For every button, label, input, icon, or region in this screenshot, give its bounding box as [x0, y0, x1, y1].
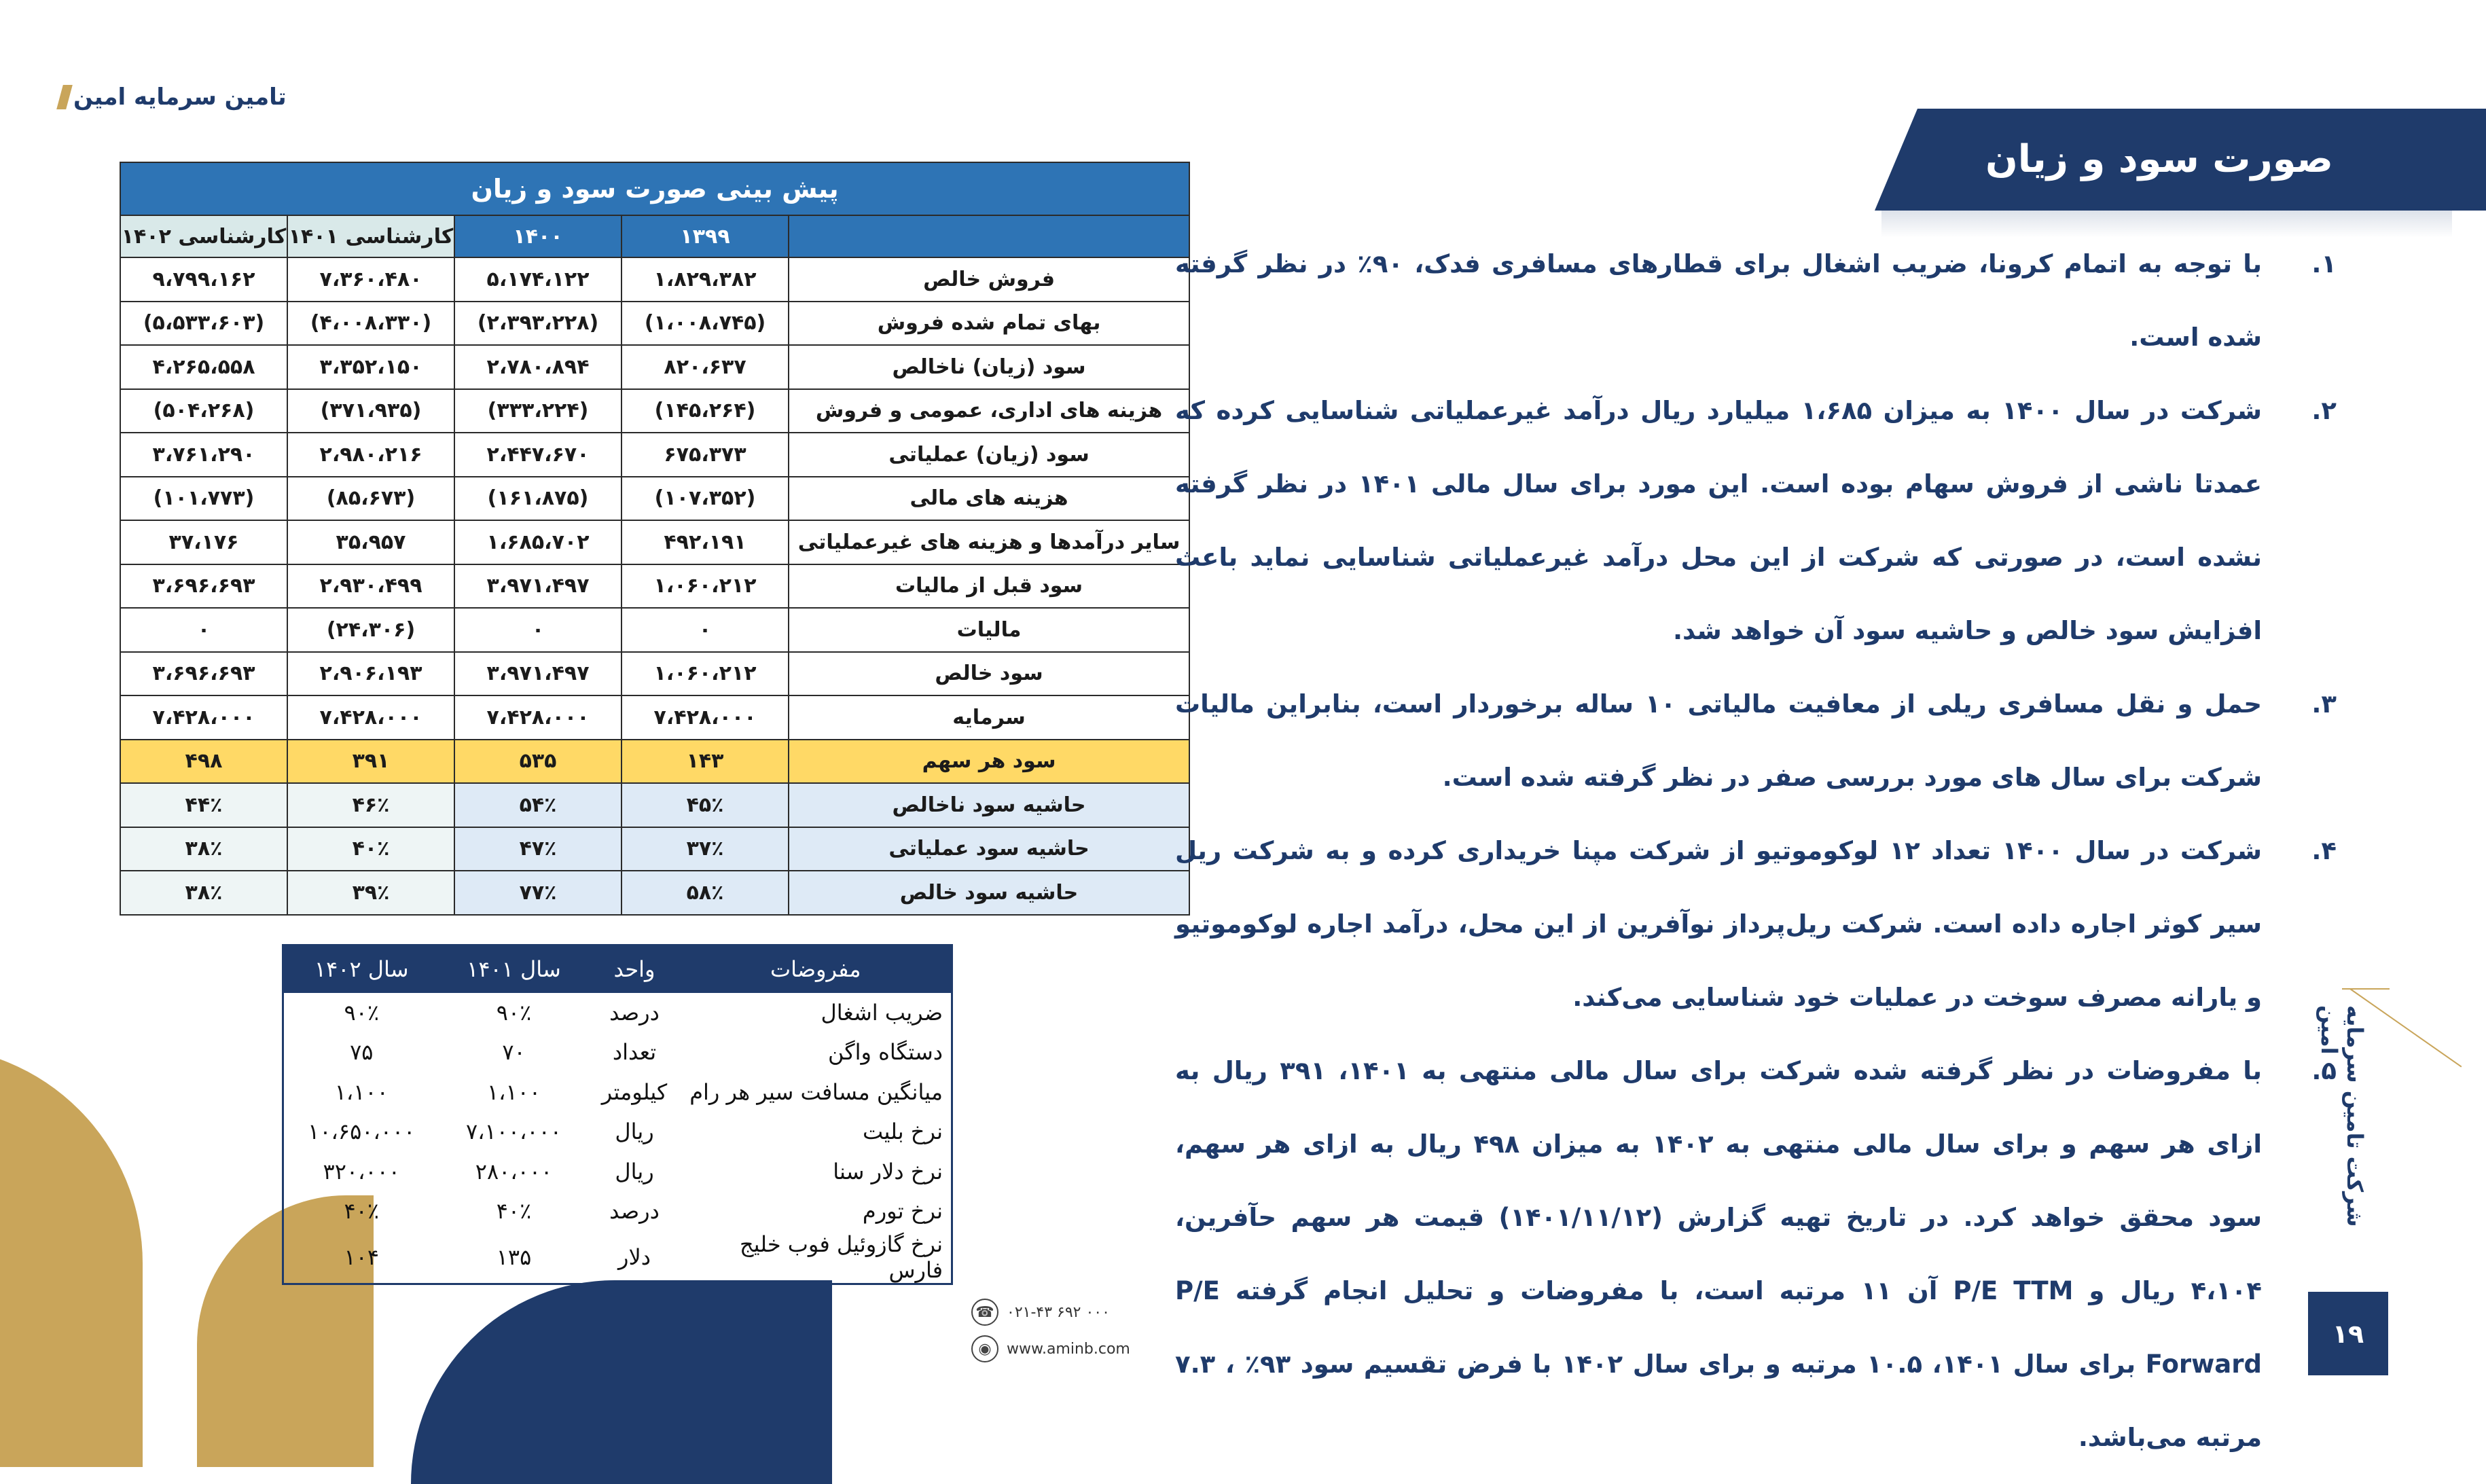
paragraph-text: شرکت در سال ۱۴۰۰ تعداد ۱۲ لوکوموتیو از شرکت مپنا خریداری کرده و به شرکت ریل سیر کوثر اجاره داده است. شرکت ریل‌پرداز نوآفرین از این محل، درآمد اجاره لوکوموتیو و یارانه مصرف سوخت در عملیات خود شناسایی می‌کند. [1175, 836, 2263, 1012]
forecast-row-label: حاشیه سود خالص [789, 871, 1189, 915]
paragraph-item [1175, 668, 2337, 814]
assumption-label: نرخ گازوئیل فوب خلیج فارس [739, 1231, 943, 1283]
assumption-label: ضریب اشغال [821, 999, 943, 1026]
forecast-row-label: سرمایه [789, 695, 1189, 740]
assumptions-header-1401: سال ۱۴۰۱ [439, 945, 589, 993]
assumption-unit: ریال [615, 1119, 654, 1145]
forecast-row [120, 652, 1189, 696]
forecast-cell: ۴۴٪ [120, 783, 287, 827]
forecast-cell: (۲،۳۹۳،۲۲۸) [454, 302, 622, 346]
forecast-cell: (۱۶۱،۸۷۵) [454, 477, 622, 521]
assumption-unit: ریال [615, 1158, 654, 1184]
paragraph-number: .۵ [2311, 1056, 2337, 1085]
forecast-row [120, 783, 1189, 827]
assumption-y1402: ۳۲۰،۰۰۰ [323, 1158, 400, 1184]
forecast-cell: ۳۹٪ [287, 871, 454, 915]
contact-phone-row [971, 1294, 1130, 1331]
assumptions-header-unit: واحد [589, 945, 681, 993]
assumptions-table [282, 944, 953, 1285]
header-col-1400: ۱۴۰۰ [454, 215, 622, 257]
forecast-cell: ۳۸٪ [120, 827, 287, 871]
forecast-row-label: فروش خالص [789, 257, 1189, 302]
assumption-label: نرخ تورم [862, 1198, 943, 1225]
forecast-cell: ۲،۷۸۰،۸۹۴ [454, 345, 622, 389]
assumption-label: نرخ بلیت [863, 1119, 943, 1145]
assumption-y1401: ۷۰ [502, 1039, 526, 1066]
assumption-label: میانگین مسافت سیر هر رام [689, 1079, 943, 1105]
assumption-row [283, 1152, 952, 1192]
forecast-cell: ۳،۷۶۱،۲۹۰ [120, 433, 287, 477]
forecast-row [120, 389, 1189, 433]
decorative-gold-arc-left [0, 1046, 143, 1467]
forecast-row-label: سود خالص [789, 652, 1189, 696]
assumption-label: نرخ دلار سنا [833, 1158, 943, 1184]
globe-icon: ◉ [971, 1335, 998, 1362]
forecast-cell: (۱۰۷،۳۵۲) [622, 477, 789, 521]
forecast-cell: (۸۵،۶۷۳) [287, 477, 454, 521]
contact-website-row [971, 1331, 1130, 1367]
forecast-cell: ۳۹۱ [287, 740, 454, 784]
forecast-row [120, 695, 1189, 740]
contact-info [971, 1294, 1130, 1367]
header-col-1401: کارشناسی ۱۴۰۱ [287, 215, 454, 257]
paragraph-item [1175, 814, 2337, 1034]
forecast-cell: ۰ [622, 608, 789, 652]
forecast-cell: (۲۴،۳۰۶) [287, 608, 454, 652]
paragraph-number: .۳ [2311, 689, 2337, 719]
forecast-cell: (۱،۰۰۸،۷۴۵) [622, 302, 789, 346]
forecast-cell: (۱۴۵،۲۶۴) [622, 389, 789, 433]
forecast-row-label: سود قبل از مالیات [789, 564, 1189, 609]
forecast-cell: (۴،۰۰۸،۳۳۰) [287, 302, 454, 346]
assumption-row [283, 993, 952, 1033]
assumption-y1402: ۱،۱۰۰ [334, 1079, 389, 1105]
assumptions-header-row [283, 945, 952, 993]
forecast-row [120, 302, 1189, 346]
forecast-table-caption: پیش بینی صورت سود و زیان [120, 162, 1189, 215]
assumption-y1401: ۲۸۰،۰۰۰ [475, 1158, 553, 1184]
logo-mark-icon [56, 85, 73, 109]
assumption-y1401: ۹۰٪ [496, 999, 532, 1026]
forecast-cell: ۸۲۰،۶۳۷ [622, 345, 789, 389]
forecast-cell: ۳،۳۵۲،۱۵۰ [287, 345, 454, 389]
forecast-cell: ۲،۹۸۰،۲۱۶ [287, 433, 454, 477]
forecast-cell: ۵،۱۷۴،۱۲۲ [454, 257, 622, 302]
forecast-cell: ۳،۹۷۱،۴۹۷ [454, 564, 622, 609]
forecast-row [120, 257, 1189, 302]
assumption-unit: تعداد [612, 1039, 657, 1066]
assumption-y1401: ۴۰٪ [496, 1198, 532, 1225]
forecast-row-label: بهای تمام شده فروش [789, 302, 1189, 346]
assumption-y1401: ۱۳۵ [496, 1244, 532, 1270]
contact-website[interactable]: www.aminb.com [1007, 1340, 1130, 1358]
forecast-cell: ۹،۷۹۹،۱۶۲ [120, 257, 287, 302]
forecast-header-row [120, 215, 1189, 257]
forecast-cell: (۵۰۴،۲۶۸) [120, 389, 287, 433]
header-col-1399: ۱۳۹۹ [622, 215, 789, 257]
phone-icon: ☎ [971, 1299, 998, 1326]
assumption-y1402: ۹۰٪ [344, 999, 380, 1026]
forecast-cell: ۱،۸۲۹،۳۸۲ [622, 257, 789, 302]
forecast-row-label: هزینه های مالی [789, 477, 1189, 521]
forecast-row-label: سایر درآمدها و هزینه های غیرعملیاتی [789, 520, 1189, 564]
forecast-cell: (۳۳۳،۲۲۴) [454, 389, 622, 433]
assumption-row [283, 1231, 952, 1284]
assumption-unit: درصد [609, 999, 660, 1026]
forecast-cell: ۳۷٪ [622, 827, 789, 871]
forecast-cell: ۳،۶۹۶،۶۹۳ [120, 564, 287, 609]
forecast-cell: ۰ [454, 608, 622, 652]
forecast-cell: (۱۰۱،۷۷۳) [120, 477, 287, 521]
forecast-cell: ۲،۴۴۷،۶۷۰ [454, 433, 622, 477]
forecast-row [120, 740, 1189, 784]
forecast-row [120, 564, 1189, 609]
forecast-cell: ۴۶٪ [287, 783, 454, 827]
forecast-cell: ۵۳۵ [454, 740, 622, 784]
decorative-gold-line-short [2342, 988, 2390, 990]
page-title: صورت سود و زیان [1985, 137, 2333, 181]
assumption-unit: دلار [618, 1244, 651, 1270]
forecast-cell: ۵۴٪ [454, 783, 622, 827]
forecast-row [120, 477, 1189, 521]
paragraph-number: .۲ [2311, 396, 2337, 425]
forecast-cell: ۳۷،۱۷۶ [120, 520, 287, 564]
forecast-row-label: مالیات [789, 608, 1189, 652]
forecast-cell: ۴۰٪ [287, 827, 454, 871]
forecast-row [120, 345, 1189, 389]
assumption-row [283, 1191, 952, 1231]
forecast-cell: ۷،۴۲۸،۰۰۰ [622, 695, 789, 740]
contact-phone: ۰۲۱-۴۳ ۶۹۲ ۰۰۰ [1007, 1303, 1110, 1321]
assumptions-header-1402: سال ۱۴۰۲ [283, 945, 439, 993]
paragraph-text: با توجه به اتمام کرونا، ضریب اشغال برای قطارهای مسافری فدک، ۹۰٪ در نظر گرفته شده است. [1175, 249, 2262, 352]
company-side-label: شرکت تامین سرمایه امین [2316, 1005, 2368, 1227]
forecast-cell: ۶۷۵،۳۷۳ [622, 433, 789, 477]
paragraph-item [1175, 374, 2337, 668]
header-col-1402: کارشناسی ۱۴۰۲ [120, 215, 287, 257]
forecast-row-label: سود (زیان) ناخالص [789, 345, 1189, 389]
assumption-y1401: ۷،۱۰۰،۰۰۰ [466, 1119, 562, 1145]
forecast-cell: ۴۹۲،۱۹۱ [622, 520, 789, 564]
forecast-row [120, 871, 1189, 915]
forecast-cell: ۳۸٪ [120, 871, 287, 915]
analysis-text [1175, 228, 2337, 1474]
company-logo [60, 80, 287, 114]
forecast-cell: ۷۷٪ [454, 871, 622, 915]
forecast-cell: ۷،۴۲۸،۰۰۰ [287, 695, 454, 740]
assumption-y1401: ۱،۱۰۰ [486, 1079, 541, 1105]
assumption-label: دستگاه واگن [827, 1039, 943, 1066]
paragraph-text: با مفروضات در نظر گرفته شده شرکت برای سال مالی منتهی به ۱۴۰۱، ۳۹۱ ریال به ازای هر سهم و برای سال مالی منتهی به ۱۴۰۲ به میزان ۴۹۸ ریال به ازای هر سهم، سود محقق خواهد کرد. در تاریخ تهیه گزارش (۱۴۰۱/۱۱/۱۲) قیمت هر سهم حآفرین، ۴،۱۰۴ ریال و P/E TTM آن ۱۱ مرتبه است، با مفروضات و تحلیل انجام گرفته P/E Forward برای سال ۱۴۰۱، ۱۰.۵ مرتبه و برای سال ۱۴۰۲ با فرض تقسیم سود ۹۳٪ ، ۷.۳ مرتبه می‌باشد. [1175, 1056, 2263, 1452]
forecast-row [120, 827, 1189, 871]
forecast-cell: ۷،۴۲۸،۰۰۰ [120, 695, 287, 740]
forecast-cell: ۱،۰۶۰،۲۱۲ [622, 564, 789, 609]
forecast-row-label: حاشیه سود عملیاتی [789, 827, 1189, 871]
page-number: ۱۹ [2308, 1292, 2388, 1375]
assumption-unit: کیلومتر [601, 1079, 668, 1105]
assumption-y1402: ۷۵ [350, 1039, 374, 1066]
forecast-cell: ۷،۳۶۰،۴۸۰ [287, 257, 454, 302]
paragraph-item [1175, 228, 2337, 374]
forecast-cell: ۲،۹۰۶،۱۹۳ [287, 652, 454, 696]
forecast-cell: ۰ [120, 608, 287, 652]
paragraph-text: شرکت در سال ۱۴۰۰ به میزان ۱،۶۸۵ میلیارد ریال درآمد غیرعملیاتی شناسایی کرده که عمدتا ناشی از فروش سهام بوده است. این مورد برای سال مالی ۱۴۰۱ در نظر گرفته نشده است، در صورتی که شرکت از این محل درآمد غیرعملیاتی شناسایی نماید باعث افزایش سود خالص و حاشیه سود آن خواهد شد. [1175, 396, 2263, 645]
income-forecast-table [120, 162, 1190, 916]
assumption-y1402: ۱۰۴ [344, 1244, 380, 1270]
paragraph-text: حمل و نقل مسافری ریلی از معافیت مالیاتی ۱۰ ساله برخوردار است، بنابراین مالیات شرکت برای سال های مورد بررسی صفر در نظر گرفته شده است. [1175, 689, 2262, 792]
forecast-cell: (۵،۵۳۳،۶۰۳) [120, 302, 287, 346]
assumption-row [283, 1112, 952, 1152]
forecast-cell: ۱۴۳ [622, 740, 789, 784]
forecast-cell: ۳،۶۹۶،۶۹۳ [120, 652, 287, 696]
assumption-y1402: ۴۰٪ [344, 1198, 380, 1225]
forecast-cell: ۱،۶۸۵،۷۰۲ [454, 520, 622, 564]
header-blank-cell [789, 215, 1189, 257]
paragraph-number: .۴ [2311, 836, 2337, 865]
assumption-unit: درصد [609, 1198, 660, 1225]
assumption-y1402: ۱۰،۶۵۰،۰۰۰ [308, 1119, 416, 1145]
forecast-cell: ۲،۹۳۰،۴۹۹ [287, 564, 454, 609]
forecast-cell: ۴۵٪ [622, 783, 789, 827]
forecast-cell: ۴،۲۶۵،۵۵۸ [120, 345, 287, 389]
decorative-navy-arc [411, 1280, 832, 1484]
assumption-row [283, 1032, 952, 1072]
forecast-cell: ۷،۴۲۸،۰۰۰ [454, 695, 622, 740]
forecast-cell: ۴۷٪ [454, 827, 622, 871]
forecast-row-label: حاشیه سود ناخالص [789, 783, 1189, 827]
forecast-cell: ۳،۹۷۱،۴۹۷ [454, 652, 622, 696]
forecast-row [120, 520, 1189, 564]
forecast-row-label: هزینه های اداری، عمومی و فروش [789, 389, 1189, 433]
forecast-row [120, 433, 1189, 477]
forecast-cell: ۳۵،۹۵۷ [287, 520, 454, 564]
paragraph-item [1175, 1034, 2337, 1474]
forecast-row-label: سود (زیان) عملیاتی [789, 433, 1189, 477]
forecast-cell: ۵۸٪ [622, 871, 789, 915]
forecast-row [120, 608, 1189, 652]
forecast-row-label: سود هر سهم [789, 740, 1189, 784]
paragraph-number: .۱ [2311, 249, 2337, 278]
forecast-cell: ۴۹۸ [120, 740, 287, 784]
forecast-cell: ۱،۰۶۰،۲۱۲ [622, 652, 789, 696]
logo-text: تامین سرمایه امین [73, 84, 287, 111]
forecast-cell: (۳۷۱،۹۳۵) [287, 389, 454, 433]
assumption-row [283, 1072, 952, 1112]
assumptions-header-label: مفروضات [681, 945, 952, 993]
